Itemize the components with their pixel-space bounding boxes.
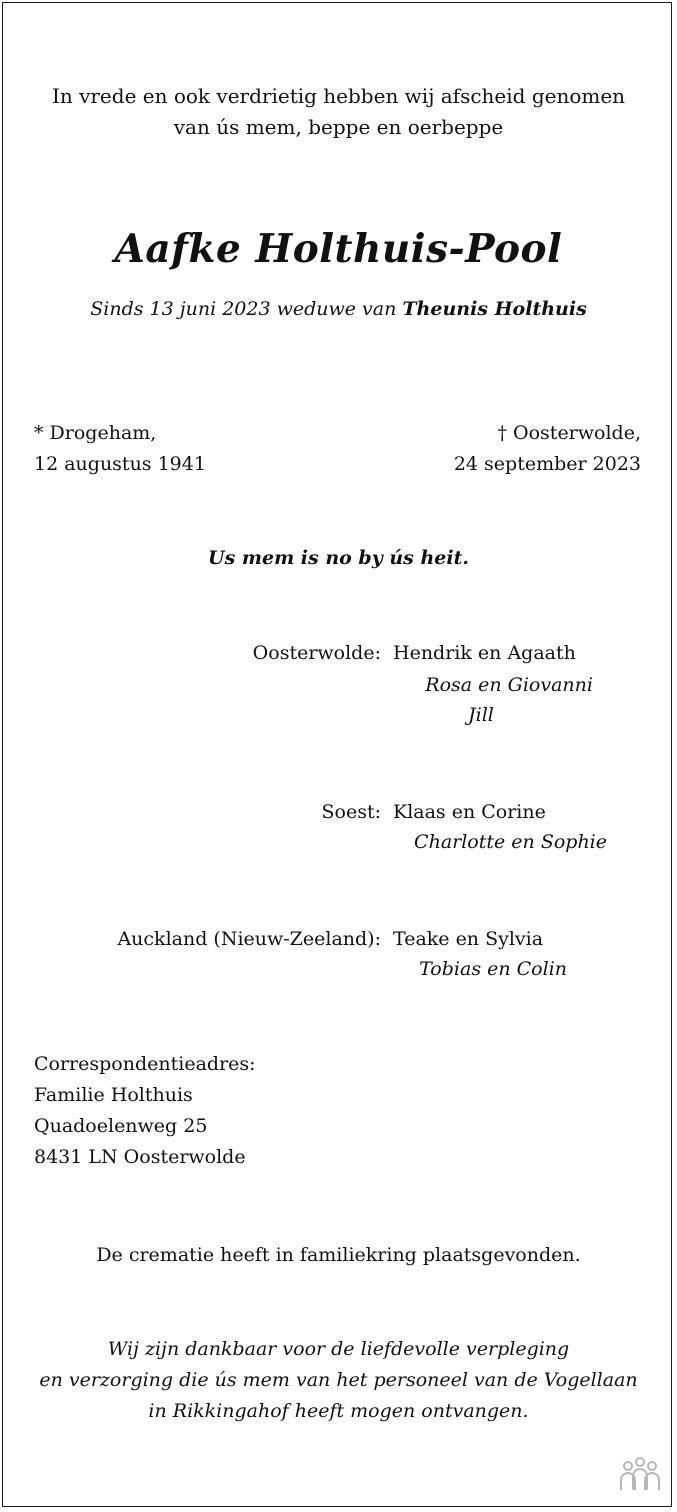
- family-children: Rosa en Giovanni: [425, 674, 593, 696]
- intro-text: [0, 81, 677, 143]
- intro-line: In vrede en ook verdrietig hebben wij afscheid genomen: [51, 84, 626, 108]
- death-place: † Oosterwolde,: [497, 422, 641, 444]
- family-children: Charlotte en Sophie: [414, 831, 607, 853]
- death-info: [454, 418, 641, 480]
- cremation-text: De crematie heeft in familiekring plaatsgevonden.: [96, 1244, 581, 1266]
- thanks-line: en verzorging die ús mem van het personeel van de Vogellaan: [39, 1369, 638, 1391]
- family-names: Klaas en Corine: [393, 801, 546, 823]
- intro-line: van ús mem, beppe en oerbeppe: [173, 115, 504, 139]
- family-children: Jill: [468, 704, 494, 726]
- birth-info: [34, 418, 206, 480]
- family-place: Oosterwolde:: [252, 642, 381, 664]
- family-names: Teake en Sylvia: [393, 928, 544, 950]
- family-place: Soest:: [321, 801, 381, 823]
- family-children: Tobias en Colin: [419, 958, 567, 980]
- thanks-line: Wij zijn dankbaar voor de liefdevolle verpleging: [107, 1338, 570, 1360]
- family-place: Auckland (Nieuw-Zeeland):: [117, 928, 381, 950]
- people-group-icon: [618, 1456, 662, 1496]
- motto: Us mem is no by ús heit.: [208, 547, 469, 569]
- deceased-name: Aafke Holthuis-Pool: [114, 226, 563, 272]
- address-city: 8431 LN Oosterwolde: [34, 1146, 246, 1168]
- thanks-line: in Rikkingahof heeft mogen ontvangen.: [148, 1400, 529, 1422]
- family-names: Hendrik en Agaath: [393, 642, 576, 664]
- address-heading: Correspondentieadres:: [34, 1053, 256, 1075]
- birth-date: 12 augustus 1941: [34, 453, 206, 475]
- thanks-text: [0, 1334, 677, 1427]
- address-street: Quadoelenweg 25: [34, 1115, 208, 1137]
- birth-place: * Drogeham,: [34, 422, 157, 444]
- widow-prefix: Sinds 13 juni 2023 weduwe van: [90, 298, 397, 320]
- husband-name: Theunis Holthuis: [402, 298, 587, 320]
- death-date: 24 september 2023: [453, 453, 641, 475]
- address-name: Familie Holthuis: [34, 1084, 193, 1106]
- widow-line: [0, 294, 677, 324]
- correspondence-address: [34, 1049, 256, 1173]
